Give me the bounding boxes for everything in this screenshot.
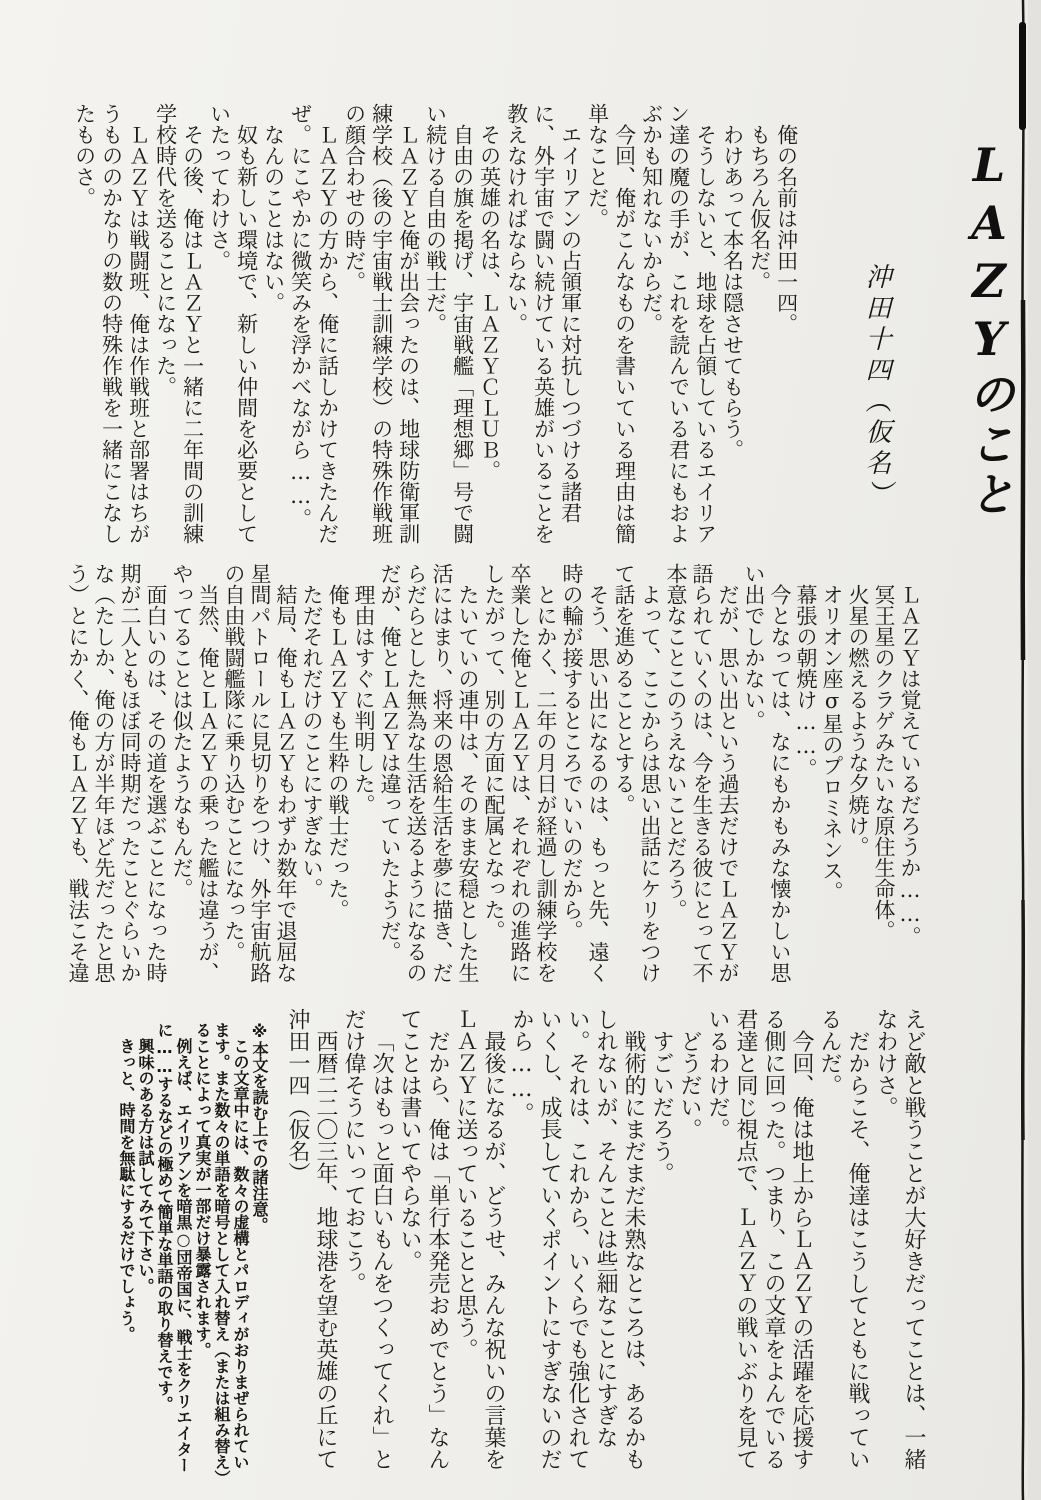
paragraph: 最後になるが、どうせ、みんな祝いの言葉をＬＡＺＹに送っていることと思う。	[453, 1008, 506, 1470]
paragraph: えど敵と戦うことが大好きだってことは、一緒なわけさ。	[873, 1008, 926, 1470]
paragraph: そうしないと、地球を占領しているエイリアン達の魔の手が、これを読んでいる君にもおよぶかも知れないからだ。	[639, 103, 718, 544]
author-name: 沖田十四（仮名）	[861, 263, 892, 511]
paragraph: わけあって本名は隠させてもらう。	[720, 124, 745, 460]
paragraph: 奴も新しい環境で、新しい仲間を必要としていたってわけさ。	[207, 103, 259, 544]
paragraph: 戦術的にまだまだ未熟なところは、あるかもしれないが、そんことは些細なことにすぎない。それは、これから、いくらでも強化されていくし、成長していくポイントにすぎないのだから……。	[509, 1008, 646, 1470]
paragraph: ＬＡＺＹと俺が出会ったのは、地球防衛軍訓練学校（後の宇宙戦士訓練学校）の特殊作戦班の顔合わせの時だ。	[342, 103, 421, 544]
intro-section	[50, 103, 1015, 558]
notes-section	[117, 1008, 269, 1480]
paragraph: すごいだろう。	[649, 1030, 674, 1184]
paragraph: 冥王星のクラゲみたいな原住生命体。	[872, 584, 896, 941]
scan-binding-edge	[1011, 0, 1041, 1500]
note-paragraph: この文章中には、数々の虚構とパロディがおりまぜられています。また数々の単語を暗号として入れ替え（または組み替え）ることによって真実が一部だけ暴露されます。	[193, 1022, 250, 1478]
paragraph: なんのことはない。	[261, 124, 286, 313]
paragraph: もちろん仮名だ。	[747, 124, 772, 292]
note-paragraph: 興味のある方は試してみて下さい。	[136, 1038, 155, 1294]
notes-heading: ※本文を読む上での諸注意。	[250, 1022, 269, 1233]
paragraph: ただそれだけのことにすぎない。	[300, 584, 324, 899]
paragraph: 自由の旗を掲げ、宇宙戦艦「理想郷」号で闘い続ける自由の戦士だ。	[423, 103, 475, 544]
paragraph: その英雄の名は、ＬＡＺＹＣＬＵＢ。	[477, 124, 502, 481]
paragraph: 俺の名前は沖田一四。	[774, 124, 799, 334]
paragraph: その後、俺はＬＡＺＹと一緒に二年間の訓練学校時代を送ることになった。	[153, 103, 205, 544]
note-paragraph: 例えば、エイリアンを暗黒○団帝国に、戦士をクリエイターに……するなどの極めて簡単な単語の取り替えです。	[155, 1022, 193, 1473]
page-title: LAZYのこと	[962, 138, 1016, 520]
paragraph: 当然、俺とＬＡＺＹの乗った艦は違うが、やってることは似たようなもんだ。	[170, 563, 220, 983]
paragraph: 理由はすぐに判明した。	[352, 584, 376, 815]
paragraph: ＬＡＺＹの方から、俺に話しかけてきたんだぜ。にこやかに微笑みを浮かべながら……。	[288, 103, 340, 544]
paragraph: よって、ここからは思い出話にケリをつけて話を進めることとする。	[612, 563, 662, 983]
paragraph: 今回、俺は地上からＬＡＺＹの活躍を応援する側に回った。つまり、この文章をよんでいる君達と同じ視点で、ＬＡＺＹの戦いぶりを見ているわけだ。	[705, 1008, 814, 1470]
paragraph: 面白いのは、その道を選ぶことになった時期が二人ともほぼ同時期だったことぐらいかな（たしか、俺の方が半年ほど先だったと思う）とにかく、俺もＬＡＺＹも、戦法こそ違	[66, 563, 168, 983]
paragraph: だから、俺は「単行本発売おめでとう」なんてことは書いてやらない。	[397, 1008, 450, 1470]
date-line: 西暦二二〇三年、地球港を望む英雄の丘にて	[313, 1030, 338, 1470]
paragraph: たいていの連中は、そのまま安穏とした生活にはまり、将来の恩給生活を夢に描き、だらだらとした無為な生活を送るようになるのだが、俺とＬＡＺＹは違っていたようだ。	[378, 563, 480, 983]
paragraph: ＬＡＺＹは戦闘班、俺は作戦班と部署はちがうもののかなりの数の特殊作戦を一緒にこなしたものさ。	[72, 103, 151, 544]
paragraph: 「次はもっと面白いもんをつくってくれ」とだけ偉そうにいっておこう。	[341, 1008, 394, 1470]
paragraph: 結局、俺もＬＡＺＹもわずか数年で退屈な星間パトロールに見切りをつけ、外宇宙航路の自由戦闘艦隊に乗り込むことになった。	[222, 563, 298, 983]
paragraph: 火星の燃えるような夕焼け。	[846, 584, 870, 857]
note-paragraph: きっと、時間を無駄にするだけでしょう。	[117, 1038, 136, 1342]
paragraph: どうだい。	[677, 1030, 702, 1140]
paragraph: オリオン座σ星のプロミネンス。	[820, 584, 844, 902]
paragraph: 今となっては、なにもかもみな懐かしい思い出でしかない。	[742, 563, 792, 983]
paragraph: だからこそ、俺達はこうしてともに戦っているんだ。	[817, 1008, 870, 1470]
paragraph: そう、思い出になるのは、もっと先、遠く時の輪が接するところでいいのだから。	[560, 563, 610, 983]
paragraph: 今回、俺がこんなものを書いている理由は簡単なことだ。	[585, 103, 637, 544]
memories-section	[43, 563, 923, 1001]
paragraph: とにかく、二年の月日が経過し訓練学校を卒業した俺とＬＡＺＹは、それぞれの進路にしたがって、別の方面に配属となった。	[482, 563, 558, 983]
paragraph: 幕張の朝焼け……。	[794, 584, 818, 779]
paragraph: 俺もＬＡＺＹも生粋の戦士だった。	[326, 584, 350, 920]
paragraph: だが、思い出という過去だけでＬＡＺＹが語られていくのは、今を生きる彼にとって不本意なことこのうえないことだろう。	[664, 563, 740, 983]
signature-name: 沖田一四（仮名）	[285, 1008, 310, 1184]
paragraph: ＬＡＺＹは覚えているだろうか……。	[898, 584, 922, 947]
paragraph: エイリアンの占領軍に対抗しつづける諸君に、外宇宙で闘い続けている英雄がいることを教えなければならない。	[504, 103, 583, 544]
closing-section	[32, 1008, 927, 1480]
